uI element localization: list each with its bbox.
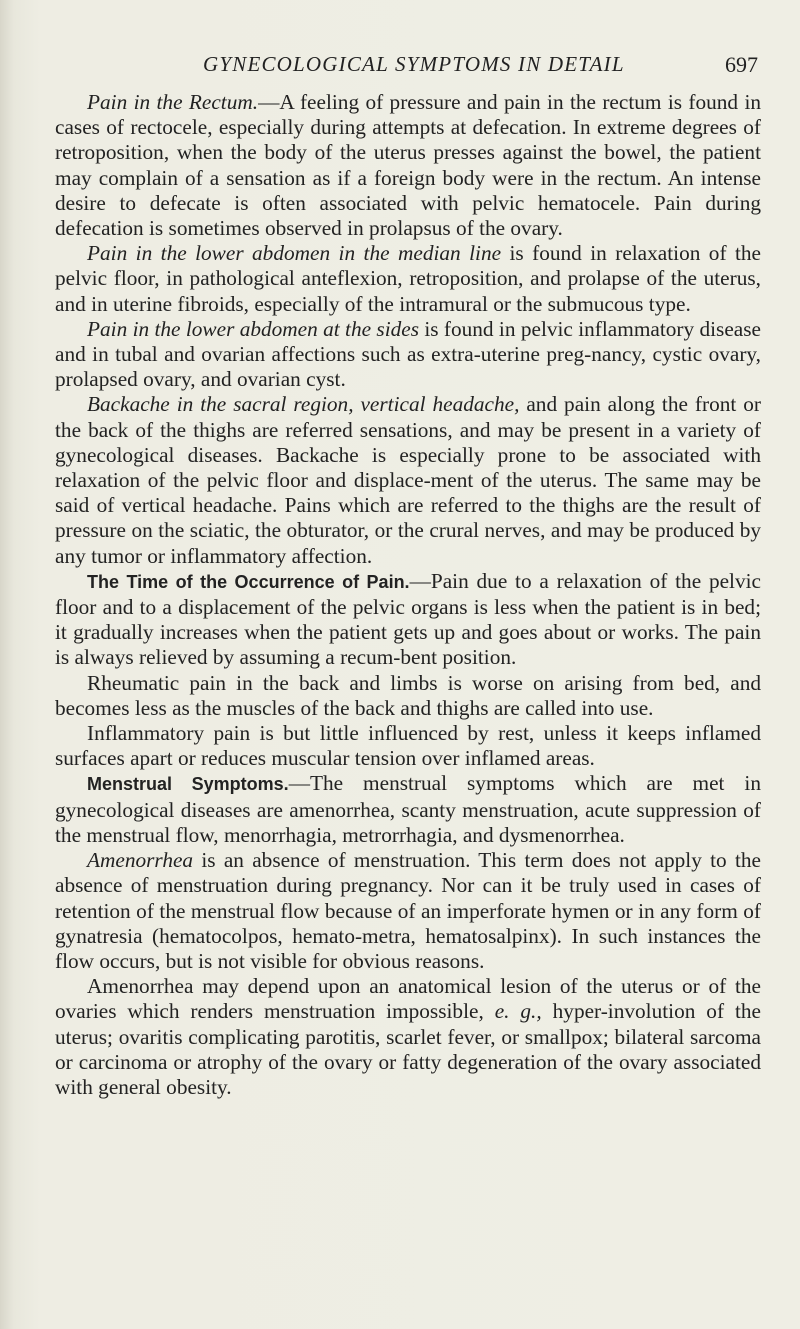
paragraph-text: and pain along the front or the back of the thighs are referred sensations, and may be present in a variety of gynecological diseases. Backache is especially prone to be associated with relaxation of the pelvic floor and displace-ment of the uterus. The same may be said of vertical headache. Pains which are referred to the thighs are the result of pressure on the sciatic, the obturator, or the crural nerves, and may be produced by any tumor or inflammatory affection. bbox=[55, 392, 761, 568]
page-header bbox=[58, 52, 758, 82]
paragraph-text: Amenorrhea may depend upon an anatomical lesion of the uterus or of the ovaries which renders menstruation impossible, bbox=[55, 974, 761, 1024]
subheading-amenorrhea: Amenorrhea bbox=[87, 848, 194, 873]
paragraph-text: hyper-involution of the uterus; ovaritis complicating parotitis, scarlet fever, or smallpox; bilateral sarcoma or carcinoma or atrophy of the ovary or fatty degeneration of the ovary associated with general obesity. bbox=[55, 999, 761, 1099]
body-text bbox=[55, 90, 761, 1100]
paragraph-amenorrhea-causes bbox=[55, 974, 761, 1100]
paragraph-backache bbox=[55, 392, 761, 568]
subheading-at-sides: Pain in the lower abdomen at the sides bbox=[87, 316, 419, 341]
paragraph-text: is found in relaxation of the pelvic floor, in pathological anteflexion, retroposition, and prolapse of the uterus, and in uterine fibroids, especially of the intramural or the submucous type. bbox=[55, 241, 761, 316]
paragraph-inflammatory-pain: Inflammatory pain is but little influenced by rest, unless it keeps inflamed surfaces apart or reduces muscular tension over inflamed areas. bbox=[55, 721, 761, 771]
paragraph-median-line bbox=[55, 241, 761, 317]
paragraph-text: —A feeling of pressure and pain in the rectum is found in cases of rectocele, especially during attempts at defecation. In extreme degrees of retroposition, when the body of the uterus presses against the bowel, the patient may complain of a sensation as if a foreign body were in the rectum. An intense desire to defecate is often associated with pelvic hematocele. Pain during defecation is sometimes observed in prolapsus of the ovary. bbox=[55, 90, 762, 241]
paragraph-amenorrhea-definition bbox=[55, 848, 761, 974]
subheading-median-line: Pain in the lower abdomen in the median line bbox=[87, 241, 502, 266]
paragraph-at-sides bbox=[55, 317, 761, 393]
paragraph-text: is an absence of menstruation. This term does not apply to the absence of menstruation during pregnancy. Nor can it be truly used in cases of retention of the menstrual flow because of an imperforate hymen or in any form of gynatresia (hematocolpos, hemato-metra, hematosalpinx). In such instances the flow occurs, but is not visible for obvious reasons. bbox=[55, 848, 761, 973]
paragraph-pain-in-rectum bbox=[55, 90, 761, 241]
section-heading-menstrual-symptoms: Menstrual Symptoms. bbox=[87, 774, 289, 795]
page-number: 697 bbox=[725, 52, 758, 77]
paragraph-text: —The menstrual symptoms which are met in gynecological diseases are amenorrhea, scanty menstruation, acute suppression of the menstrual flow, menorrhagia, metrorrhagia, and dysmenorrhea. bbox=[55, 771, 761, 847]
running-title: GYNECOLOGICAL SYMPTOMS IN DETAIL bbox=[203, 52, 625, 76]
paragraph-text: is found in pelvic inflammatory disease and in tubal and ovarian affections such as extra-uterine preg-nancy, cystic ovary, prolapsed ovary, and ovarian cyst. bbox=[55, 316, 761, 392]
paragraph-rheumatic-pain: Rheumatic pain in the back and limbs is worse on arising from bed, and becomes less as the muscles of the back and thighs are called into use. bbox=[55, 670, 761, 720]
paragraph-time-of-occurrence bbox=[55, 569, 761, 671]
section-heading-time-of-occurrence: The Time of the Occurrence of Pain. bbox=[87, 571, 410, 592]
subheading-backache: Backache in the sacral region, vertical headache, bbox=[87, 392, 520, 417]
abbreviation-eg: e. g., bbox=[494, 999, 542, 1024]
paragraph-menstrual-symptoms bbox=[55, 771, 761, 848]
paragraph-text: —Pain due to a relaxation of the pelvic floor and to a displacement of the pelvic organs is less when the patient is in bed; it gradually increases when the patient gets up and goes about or works. The pain is always relieved by assuming a recum-bent position. bbox=[55, 568, 761, 670]
subheading-pain-in-rectum: Pain in the Rectum. bbox=[87, 90, 259, 114]
